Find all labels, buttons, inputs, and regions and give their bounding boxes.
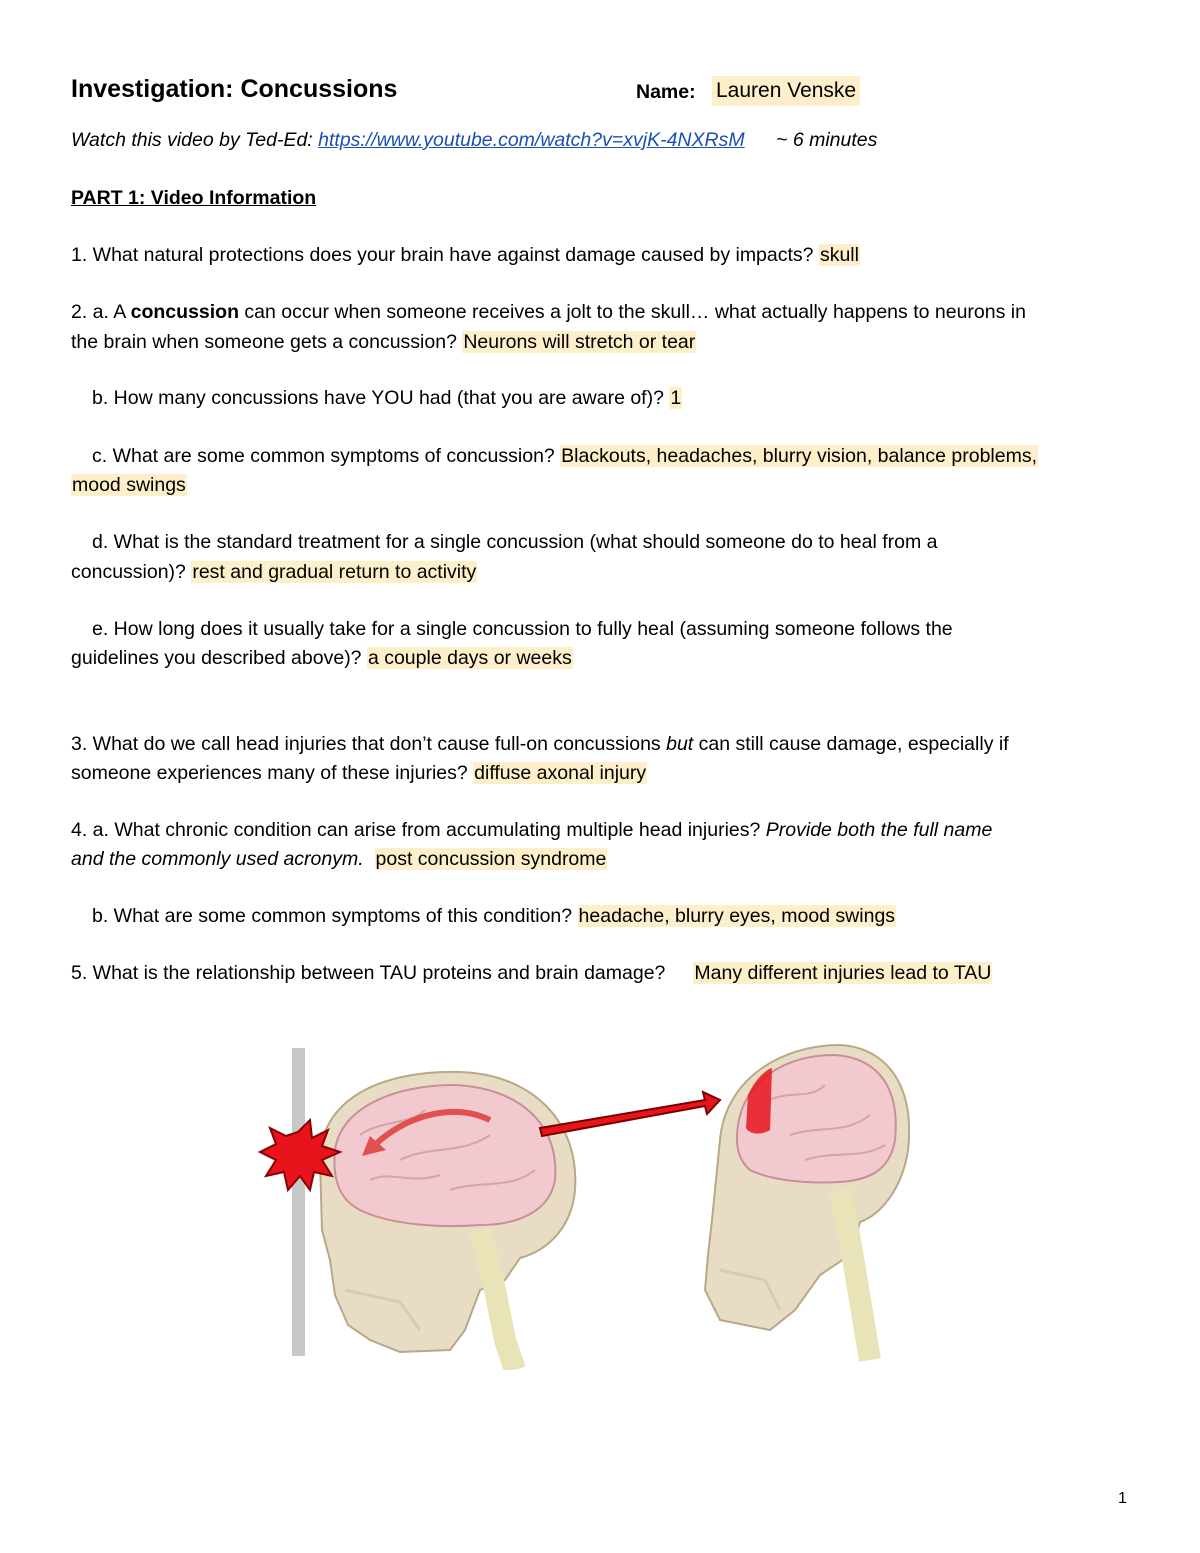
- q3-line2: someone experiences many of these injuries?: [71, 762, 474, 784]
- video-duration: ~ 6 minutes: [776, 129, 878, 151]
- q2c-answer-line1: Blackouts, headaches, blurry vision, balance problems,: [561, 445, 1038, 467]
- question-5: [71, 958, 992, 988]
- video-prefix: Watch this video by Ted-Ed:: [71, 129, 319, 151]
- q2a-line2: the brain when someone gets a concussion?: [71, 331, 463, 353]
- q4a-italic2: and the commonly used acronym.: [71, 848, 364, 870]
- q5-answer: Many different injuries lead to TAU: [694, 962, 992, 984]
- question-2e-line1: e. How long does it usually take for a single concussion to fully heal (assuming someone follows the: [92, 618, 953, 640]
- left-head-figure: [260, 1048, 575, 1370]
- part1-heading: PART 1: Video Information: [71, 187, 317, 209]
- q4b-answer: headache, blurry eyes, mood swings: [578, 905, 896, 927]
- left-brain: [334, 1085, 555, 1226]
- q3-post: can still cause damage, especially if: [693, 733, 1009, 755]
- q1-text: 1. What natural protections does your brain have against damage caused by impacts?: [71, 244, 819, 266]
- question-2a-line2: [71, 327, 696, 357]
- video-link[interactable]: https://www.youtube.com/watch?v=xvjK-4NXRsM: [318, 129, 745, 151]
- q2a-answer: Neurons will stretch or tear: [463, 331, 696, 353]
- q5-text: 5. What is the relationship between TAU proteins and brain damage?: [71, 962, 666, 984]
- right-head-figure: [705, 1045, 909, 1360]
- q2b-answer: 1: [670, 387, 682, 409]
- question-2c-line1: [92, 441, 1038, 471]
- q4a-answer: post concussion syndrome: [375, 848, 607, 870]
- question-4a-line2: [71, 844, 607, 874]
- q3-answer: diffuse axonal injury: [474, 762, 647, 784]
- q4a-pre: 4. a. What chronic condition can arise from accumulating multiple head injuries?: [71, 819, 766, 841]
- question-2d-line2: [71, 557, 477, 587]
- q3-pre: 3. What do we call head injuries that don’t cause full-on concussions: [71, 733, 667, 755]
- question-3-line2: [71, 758, 647, 788]
- q4b-text: b. What are some common symptoms of this condition?: [92, 905, 578, 927]
- q2b-text: b. How many concussions have YOU had (that you are aware of)?: [92, 387, 670, 409]
- q2c-text: c. What are some common symptoms of concussion?: [92, 445, 561, 467]
- name-label: Name:: [636, 81, 696, 103]
- question-4a-line1: [71, 815, 992, 845]
- q1-answer: skull: [819, 244, 859, 266]
- transition-arrow: [540, 1092, 720, 1136]
- question-2e-line2: [71, 643, 573, 673]
- q2a-bold: concussion: [130, 301, 239, 323]
- concussion-illustration: [250, 1040, 910, 1370]
- question-2b: [92, 383, 682, 413]
- q2a-post: can occur when someone receives a jolt to the skull… what actually happens to neurons in: [239, 301, 1026, 323]
- q2e-answer: a couple days or weeks: [367, 647, 572, 669]
- question-2a-line1: [71, 297, 1026, 327]
- question-2c-line2: [71, 470, 187, 500]
- page-title: Investigation: Concussions: [71, 75, 398, 103]
- question-3-line1: [71, 729, 1009, 759]
- question-1: [71, 240, 860, 270]
- q2d-answer: rest and gradual return to activity: [192, 561, 477, 583]
- question-2d-line1: d. What is the standard treatment for a single concussion (what should someone do to heal from a: [92, 531, 938, 553]
- q2c-answer-line2: mood swings: [72, 474, 186, 496]
- q2a-pre: 2. a. A: [71, 301, 131, 323]
- transition-arrow-icon: [540, 1092, 720, 1136]
- q2d-line2: concussion)?: [71, 561, 192, 583]
- page-number: 1: [1118, 1490, 1127, 1507]
- wall-bar: [292, 1048, 305, 1356]
- q4a-italic1: Provide both the full name: [765, 819, 993, 841]
- name-value: Lauren Venske: [712, 76, 860, 106]
- q2e-line2: guidelines you described above)?: [71, 647, 367, 669]
- video-line: [71, 125, 877, 155]
- q3-italic: but: [666, 733, 694, 755]
- question-4b: [92, 901, 896, 931]
